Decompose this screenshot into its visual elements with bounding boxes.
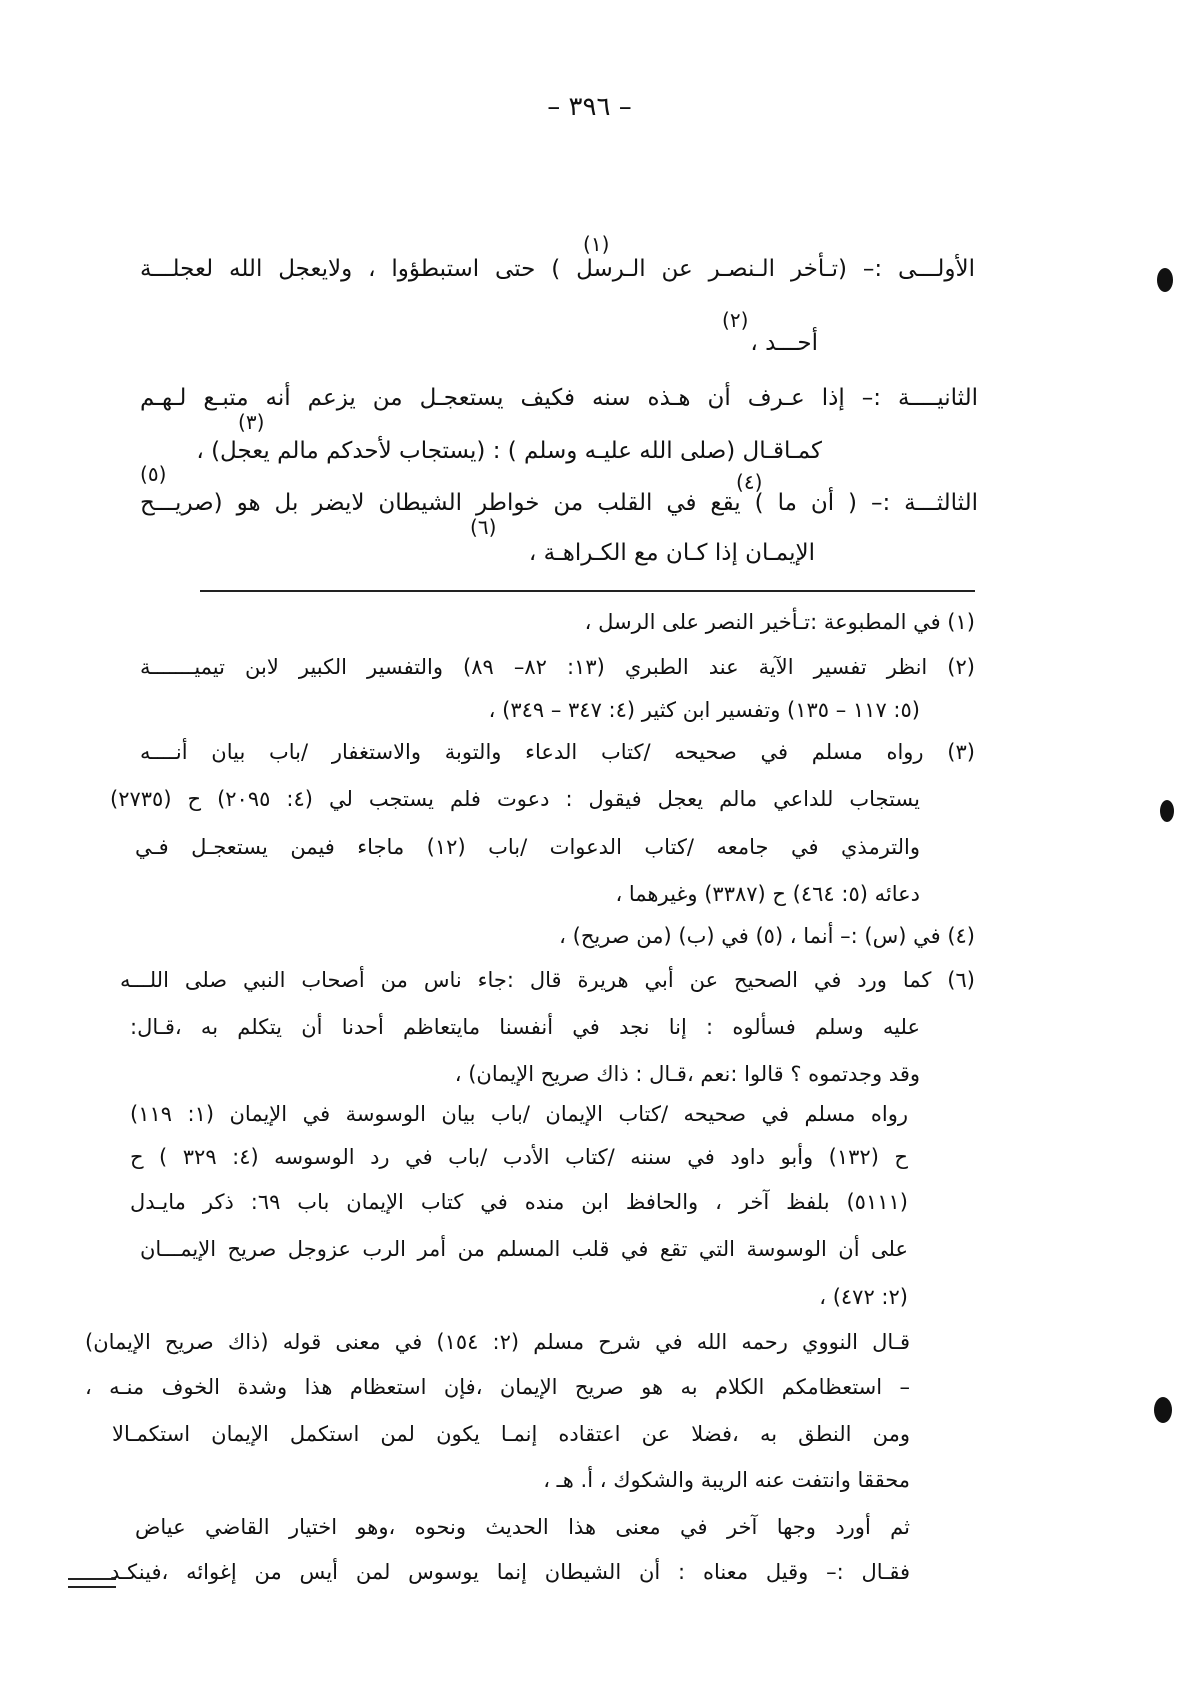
scan-mark <box>1157 268 1173 292</box>
footnote-line: (٢: ٤٧٢) ، <box>819 1285 908 1309</box>
footnote-marker-4: (٤) <box>736 470 763 494</box>
body-line-fifth: الثالثـــة :– ( أن ما ) يقع في القلب من خواطر الشيطان لايضر بل هو (صريـــح <box>140 490 978 516</box>
footnote-line: يستجاب للداعي مالم يعجل فيقول : دعوت فلم يستجب لي (٤: ٢٠٩٥) ح (٢٧٣٥) <box>110 787 920 811</box>
footnote-line: (٥: ١١٧ – ١٣٥) وتفسير ابن كثير (٤: ٣٤٧ – ٣٤٩) ، <box>488 698 920 722</box>
scan-mark <box>1160 800 1174 822</box>
scan-mark <box>1154 1397 1172 1423</box>
page-number: – ٣٩٦ – <box>547 92 632 122</box>
body-line-third: الثانيــــة :– إذا عـرف أن هـذه سنه فكيف يستعجـل من يزعم أنه متبـع لـهـم <box>140 385 978 411</box>
body-line-second: أحـــد ، <box>750 330 818 356</box>
footnote-separator <box>200 590 975 592</box>
footnote-line: (٣) رواه مسلم في صحيحه /كتاب الدعاء والتوبة والاستغفار /باب بيان أنــــه <box>140 740 975 764</box>
footnote-marker-5: (٥) <box>140 462 167 486</box>
footnote-line: (٥١١١) بلفظ آخر ، والحافظ ابن منده في كتاب الإيمان باب ٦٩: ذكر مايـدل <box>130 1190 908 1214</box>
footnote-line: ح (١٣٢) وأبو داود في سننه /كتاب الأدب /باب في رد الوسوسه (٤: ٣٢٩ ) ح <box>130 1145 908 1169</box>
footnote-marker-1: (١) <box>583 232 610 256</box>
footnote-line: على أن الوسوسة التي تقع في قلب المسلم من أمر الرب عزوجل صريح الإيمـــان <box>140 1237 908 1261</box>
footnote-line: عليه وسلم فسألوه : إنا نجد في أنفسنا مايتعاظم أحدنا أن يتكلم به ،قـال: <box>130 1015 920 1039</box>
footnote-line: (١) في المطبوعة :تـأخير النصر على الرسل ، <box>584 610 975 634</box>
footnote-line: (٤) في (س) :– أنما ، (٥) في (ب) (من صريح) ، <box>559 924 975 948</box>
footnote-line: والترمذي في جامعه /كتاب الدعوات /باب (١٢) ماجاء فيمن يستعجـل فـي <box>135 835 920 859</box>
footnote-line: دعائه (٥: ٤٦٤) ح (٣٣٨٧) وغيرهما ، <box>615 882 920 906</box>
footnote-line: فقـال :– وقيل معناه : أن الشيطان إنما يوسوس لمن أيس من إغوائه ،فينكـد <box>110 1560 910 1584</box>
footnote-line: رواه مسلم في صحيحه /كتاب الإيمان /باب بيان الوسوسة في الإيمان (١: ١١٩) <box>130 1102 908 1126</box>
footnote-marker-3: (٣) <box>238 410 265 434</box>
page-end-rule <box>68 1578 116 1588</box>
footnote-line: (٦) كما ورد في الصحيح عن أبي هريرة قال :جاء ناس من أصحاب النبي صلى اللـــه <box>120 968 975 992</box>
footnote-marker-6: (٦) <box>470 515 497 539</box>
footnote-marker-2: (٢) <box>722 308 749 332</box>
footnote-line: محققا وانتفت عنه الريبة والشكوك ، أ. هـ ، <box>543 1468 910 1492</box>
footnote-line: ومن النطق به ،فضلا عن اعتقاده إنمـا يكون لمن استكمل الإيمان استكمـالا <box>112 1422 910 1446</box>
footnote-line: وقد وجدتموه ؟ قالوا :نعم ،قـال : ذاك صريح الإيمان) ، <box>454 1062 920 1086</box>
footnote-line: قـال النووي رحمه الله في شرح مسلم (٢: ١٥٤) في معنى قوله (ذاك صريح الإيمان) <box>85 1330 910 1354</box>
body-line-fourth: كمـاقـال (صلى الله عليـه وسلم ) : (يستجاب لأحدكم مالم يعجل) ، <box>196 438 822 464</box>
footnote-line: ثم أورد وجها آخر في معنى هذا الحديث ونحوه ،وهو اختيار القاضي عياض <box>135 1515 910 1539</box>
body-line-first: الأولـــى :– (تـأخر الـنصـر عن الـرسل ) حتى استبطؤوا ، ولايعجل الله لعجلـــة <box>140 256 975 282</box>
footnote-line: – استعظامكم الكلام به هو صريح الإيمان ،فإن استعظام هذا وشدة الخوف منـه ، <box>85 1375 910 1399</box>
body-line-sixth: الإيمـان إذا كـان مع الكـراهـة ، <box>528 540 815 566</box>
footnote-line: (٢) انظر تفسير الآية عند الطبري (١٣: ٨٢– ٨٩) والتفسير الكبير لابن تيميـــــــة <box>140 655 975 679</box>
